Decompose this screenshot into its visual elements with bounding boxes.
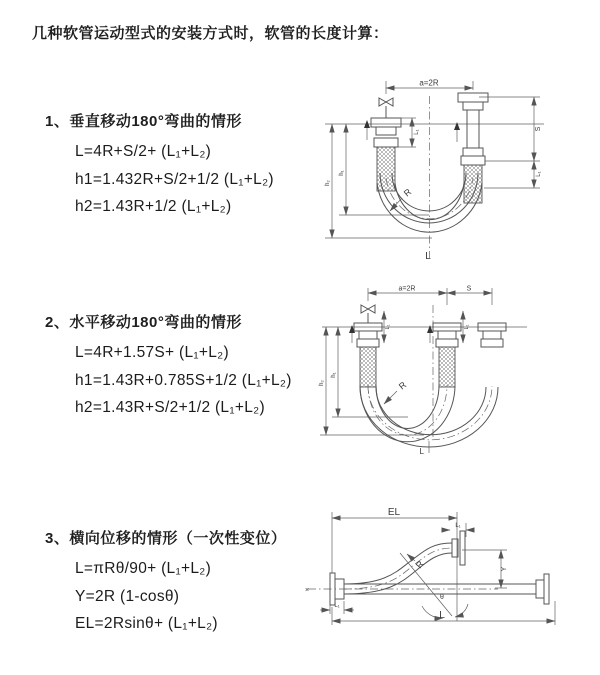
dim-label-l: L bbox=[439, 610, 445, 621]
section-2-heading: 2、水平移动180°弯曲的情形 bbox=[45, 314, 242, 331]
dim-label-l1-right: L₁ bbox=[536, 171, 542, 177]
formula-h2: h2=1.43R+1/2 (L₁+L₂) bbox=[75, 198, 232, 215]
page-title: 几种软管运动型式的安装方式时，软管的长度计算： bbox=[32, 25, 389, 42]
formula-el: EL=2Rsinθ+ (L₁+L₂) bbox=[75, 615, 218, 632]
dim-label-a2r: a=2R bbox=[398, 285, 416, 293]
right-braided-hose bbox=[464, 165, 482, 203]
dim-label-s: S bbox=[466, 285, 472, 293]
radius-leader bbox=[407, 554, 415, 561]
dim-label-l1-left: L₁ bbox=[385, 324, 391, 330]
upper-flange bbox=[452, 531, 465, 565]
section-2-formulas bbox=[75, 339, 292, 422]
right-flange bbox=[536, 574, 549, 604]
dim-label-l1-left: L₁ bbox=[414, 129, 420, 135]
dim-label-h2: h₂ bbox=[319, 380, 325, 386]
dim-label-l1-bottom: L₁ bbox=[334, 603, 340, 609]
right-flange-upper bbox=[458, 93, 488, 110]
left-flange bbox=[354, 323, 382, 347]
dim-label-l1-top: L₁ bbox=[455, 523, 461, 529]
diagram-1-svg bbox=[312, 78, 598, 264]
section-1 bbox=[45, 110, 274, 221]
middle-braided-hose bbox=[439, 347, 455, 387]
dim-label-el: EL bbox=[387, 507, 401, 518]
dim-label-h1: h₁ bbox=[331, 372, 337, 378]
hose-s-curve bbox=[344, 543, 452, 594]
valve-icon bbox=[379, 98, 393, 106]
diagram-lateral-displacement bbox=[302, 503, 598, 649]
left-braided-hose bbox=[377, 147, 395, 191]
valve-icon bbox=[361, 305, 375, 313]
up-arrow-right bbox=[454, 122, 460, 142]
formula-h1: h1=1.432R+S/2+1/2 (L₁+L₂) bbox=[75, 170, 274, 188]
angle-label: θ bbox=[440, 594, 444, 601]
hose-curves bbox=[360, 385, 498, 447]
section-2 bbox=[45, 311, 292, 422]
right-flange-lower bbox=[461, 148, 485, 165]
diagram-2-svg bbox=[312, 285, 598, 457]
section-1-heading: 1、垂直移动180°弯曲的情形 bbox=[45, 113, 242, 130]
radius-leader bbox=[384, 391, 397, 404]
section-3-formulas bbox=[75, 555, 286, 638]
dim-label-h1: h₁ bbox=[339, 170, 345, 176]
radius-leader bbox=[390, 198, 402, 211]
right-flange bbox=[478, 323, 506, 347]
formula-y: Y=2R (1-cosθ) bbox=[75, 587, 180, 605]
diagram-horizontal-180-bend bbox=[312, 285, 598, 457]
radius-label: R bbox=[396, 379, 409, 392]
up-arrow-middle bbox=[427, 325, 433, 343]
radius-label: R bbox=[413, 558, 426, 571]
section-3-heading: 3、横向位移的情形（一次性变位） bbox=[45, 530, 287, 547]
dim-label-s: S bbox=[535, 126, 542, 132]
radius-label: R bbox=[401, 186, 414, 199]
section-3 bbox=[45, 527, 286, 638]
middle-flange bbox=[433, 323, 461, 347]
dim-label-l1-mid: L₁ bbox=[464, 324, 470, 330]
diagram-3-svg bbox=[302, 503, 598, 649]
left-flange bbox=[371, 118, 401, 147]
dim-label-a2r: a=2R bbox=[419, 78, 439, 88]
dim-label-h2: h₂ bbox=[325, 180, 331, 186]
formula-l: L=4R+S/2+ (L₁+L₂) bbox=[75, 143, 212, 160]
centerline-marker: × bbox=[305, 587, 310, 594]
formula-h1: h1=1.43R+0.785S+1/2 (L₁+L₂) bbox=[75, 371, 292, 389]
up-arrow-left bbox=[364, 120, 370, 140]
diagram-vertical-180-bend bbox=[312, 78, 598, 264]
left-braided-hose bbox=[360, 347, 376, 387]
dim-label-l: L bbox=[425, 251, 431, 262]
formula-h2: h2=1.43R+S/2+1/2 (L₁+L₂) bbox=[75, 399, 265, 416]
formula-l: L=πRθ/90+ (L₁+L₂) bbox=[75, 560, 212, 577]
section-1-formulas bbox=[75, 138, 274, 221]
dim-label-l: L bbox=[419, 447, 424, 456]
dim-label-y: Y bbox=[501, 566, 508, 572]
formula-l: L=4R+1.57S+ (L₁+L₂) bbox=[75, 344, 229, 361]
